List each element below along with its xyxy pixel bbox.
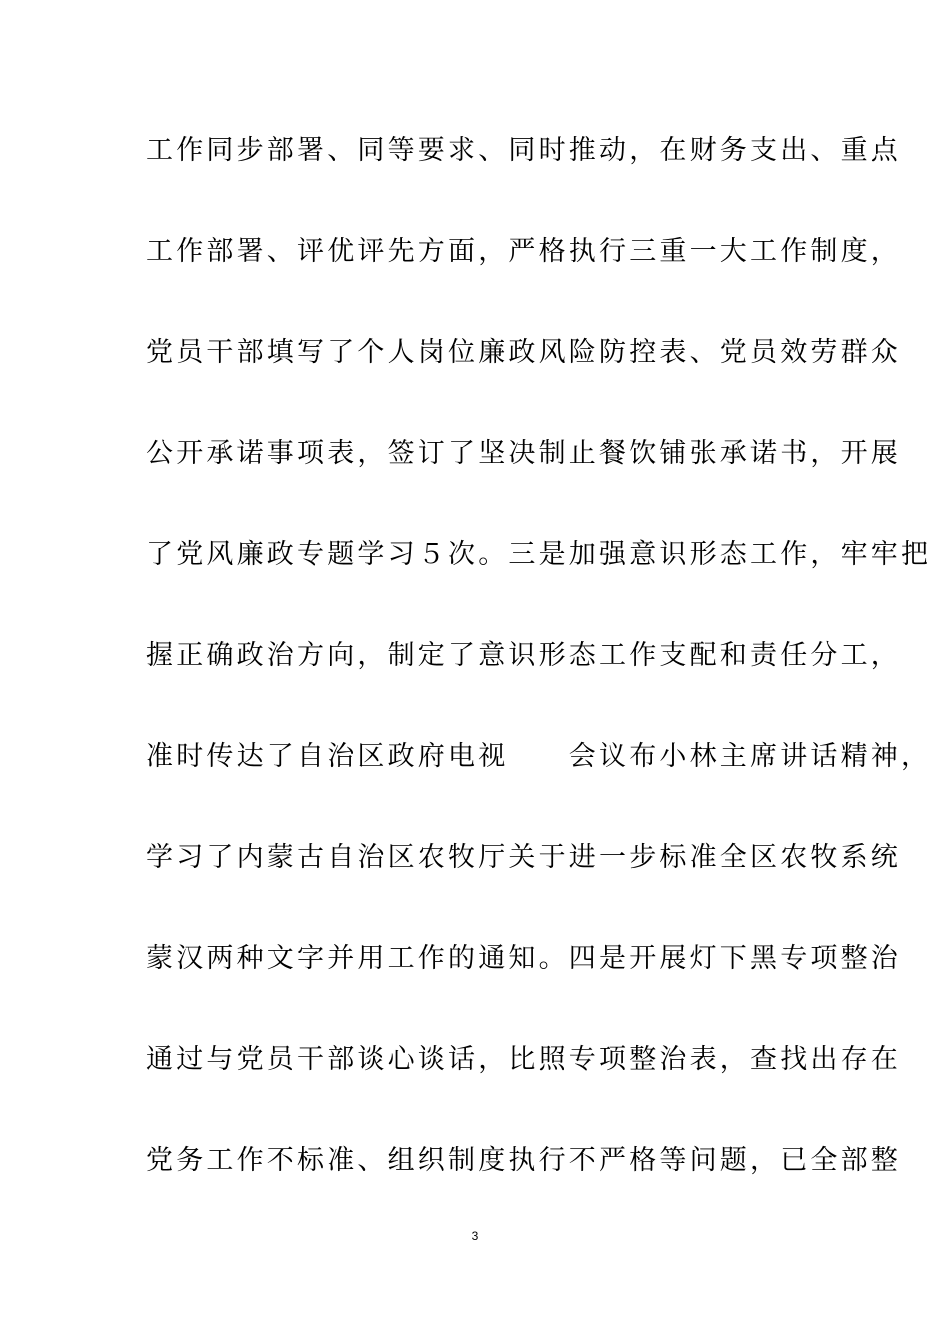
- text-line: 党务工作不标准、组织制度执行不严格等问题，已全部整: [146, 1145, 901, 1176]
- text-line: 党员干部填写了个人岗位廉政风险防控表、党员效劳群众: [146, 337, 901, 368]
- text-line: 工作同步部署、同等要求、同时推动，在财务支出、重点: [146, 135, 901, 166]
- text-line: 工作部署、评优评先方面，严格执行三重一大工作制度，: [146, 236, 901, 267]
- page-number: 3: [471, 1229, 479, 1243]
- body-text: [146, 126, 932, 1237]
- text-line: 蒙汉两种文字并用工作的通知。四是开展灯下黑专项整治: [146, 943, 901, 974]
- text-line: 了党风廉政专题学习５次。三是加强意识形态工作，牢牢把: [146, 539, 932, 570]
- text-line: 准时传达了自治区政府电视 会议布小林主席讲话精神，: [146, 741, 932, 772]
- text-line: 公开承诺事项表，签订了坚决制止餐饮铺张承诺书，开展: [146, 438, 901, 469]
- text-line: 通过与党员干部谈心谈话，比照专项整治表，查找出存在: [146, 1044, 901, 1075]
- text-line: 学习了内蒙古自治区农牧厅关于进一步标准全区农牧系统: [146, 842, 901, 873]
- text-line: 握正确政治方向，制定了意识形态工作支配和责任分工，: [146, 640, 901, 671]
